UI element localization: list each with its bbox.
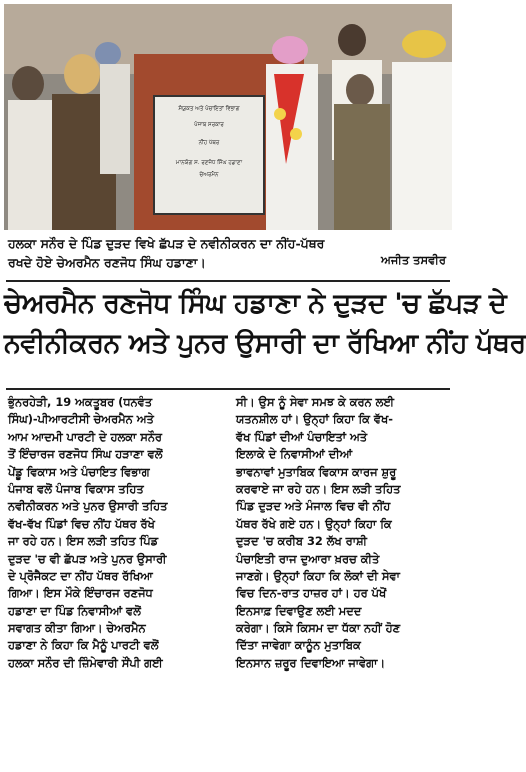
article-line: ਹਡਾਣਾ ਦਾ ਪਿੰਡ ਨਿਵਾਸੀਆਂ ਵਲੋਂ xyxy=(8,603,141,618)
article-line: ਕਰੇਗਾ। ਕਿਸੇ ਕਿਸਮ ਦਾ ਧੱਕਾ ਨਹੀਂ ਹੋਣ xyxy=(236,621,400,636)
divider xyxy=(6,280,450,282)
headline xyxy=(4,284,526,364)
article-line: ਪੰਜਾਬ ਵਲੋਂ ਪੰਜਾਬ ਵਿਕਾਸ ਤਹਿਤ xyxy=(8,481,144,496)
plaque-line: ਮਾਨਯੋਗ ਸ. ਰਣਜੋਧ ਸਿੰਘ ਹਡਾਣਾ xyxy=(175,160,243,166)
article-line: ਇਲਾਕੇ ਦੇ ਨਿਵਾਸੀਆਂ ਦੀਆਂ xyxy=(236,447,353,462)
article-line: ਤੋਂ ਇੰਚਾਰਜ ਰਣਜੋਧ ਸਿੰਘ ਹੜਾਣਾ ਵਲੋਂ xyxy=(8,447,163,462)
photo-credit: ਅਜੀਤ ਤਸਵੀਰ xyxy=(380,253,446,267)
article-line: ਦਿੱਤਾ ਜਾਵੇਗਾ ਕਾਨੂੰਨ ਮੁਤਾਬਿਕ xyxy=(236,638,361,653)
plaque-line: ਪੰਜਾਬ ਸਰਕਾਰ xyxy=(194,122,224,128)
article-column-2 xyxy=(236,394,450,672)
foundation-plaque xyxy=(154,96,264,214)
article-line: ਕਰਵਾਏ ਜਾ ਰਹੇ ਹਨ। ਇਸ ਲੜੀ ਤਹਿਤ xyxy=(236,481,401,496)
article-line: ਵਿਚ ਦਿਨ-ਰਾਤ ਹਾਜ਼ਰ ਹਾਂ। ਹਰ ਪੱਖੋਂ xyxy=(236,586,387,601)
article-line: ਸਿੰਘ)-ਪੀਆਰਟੀਸੀ ਚੇਅਰਮੈਨ ਅਤੇ xyxy=(8,412,154,427)
article-line: ਪੇਂਡੂ ਵਿਕਾਸ ਅਤੇ ਪੰਚਾਇਤ ਵਿਭਾਗ xyxy=(8,464,150,479)
headline-line: ਨਵੀਨੀਕਰਨ ਅਤੇ ਪੁਨਰ ਉਸਾਰੀ ਦਾ ਰੱਖਿਆ ਨੀਂਹ ਪੱਥਰ xyxy=(4,328,526,359)
article-line: ਜਾ ਰਹੇ ਹਨ। ਇਸ ਲੜੀ ਤਹਿਤ ਪਿੰਡ xyxy=(8,534,159,549)
article-column-1 xyxy=(8,394,222,672)
plaque-line: ਨੀਂਹ ਪੱਥਰ xyxy=(198,140,220,146)
article-line: ਯਤਨਸ਼ੀਲ ਹਾਂ। ਉਨ੍ਹਾਂ ਕਿਹਾ ਕਿ ਵੱਖ- xyxy=(236,412,393,427)
article-line: ਦੁੜਦ 'ਚ ਕਰੀਬ 32 ਲੱਖ ਰਾਸ਼ੀ xyxy=(236,534,367,549)
article-line: ਵੱਖ ਪਿੰਡਾਂ ਦੀਆਂ ਪੰਚਾਇਤਾਂ ਅਤੇ xyxy=(236,429,368,444)
article-line: ਨਵੀਨੀਕਰਨ ਅਤੇ ਪੁਨਰ ਉਸਾਰੀ ਤਹਿਤ xyxy=(8,499,168,514)
article-line: ਦੁੜਦ 'ਚ ਵੀ ਛੱਪੜ ਅਤੇ ਪੁਨਰ ਉਸਾਰੀ xyxy=(8,551,167,566)
plaque-line: ਸੰਯੁਕਤ ਅਤੇ ਪੰਚਾਇਤਾਂ ਵਿਭਾਗ xyxy=(178,106,240,112)
article-line: ਦੇ ਪ੍ਰੋਜੈਕਟ ਦਾ ਨੀਂਹ ਪੱਥਰ ਰੱਖਿਆ xyxy=(8,568,153,583)
article-line: ਪੰਚਾਇਤੀ ਰਾਜ ਦੁਆਰਾ ਖ਼ਰਚ ਕੀਤੇ xyxy=(236,551,380,566)
article-line: ਪੱਥਰ ਰੱਖੇ ਗਏ ਹਨ। ਉਨ੍ਹਾਂ ਕਿਹਾ ਕਿ xyxy=(236,516,392,531)
article-line: ਵੱਖ-ਵੱਖ ਪਿੰਡਾਂ ਵਿਚ ਨੀਂਹ ਪੱਥਰ ਰੱਖੇ xyxy=(8,516,155,531)
headline-line: ਚੇਅਰਮੈਨ ਰਣਜੋਧ ਸਿੰਘ ਹਡਾਣਾ ਨੇ ਦੁੜਦ 'ਚ ਛੱਪੜ ਦੇ xyxy=(4,288,507,319)
article-line: ਜਾਣਗੇ। ਉਨ੍ਹਾਂ ਕਿਹਾ ਕਿ ਲੋਕਾਂ ਦੀ ਸੇਵਾ xyxy=(236,568,400,583)
article-line: ਭੁੰਨਰਹੇੜੀ, 19 ਅਕਤੂਬਰ (ਧਨਵੰਤ xyxy=(8,395,153,409)
article-line: ਪਿੰਡ ਦੁੜਦ ਅਤੇ ਮੰਜਾਲ ਵਿਚ ਵੀ ਨੀਂਹ xyxy=(236,499,391,514)
article-line: ਆਮ ਆਦਮੀ ਪਾਰਟੀ ਦੇ ਹਲਕਾ ਸਨੌਰ xyxy=(8,429,162,444)
article-line: ਇਨਸਾਫ਼ ਦਿਵਾਉਣ ਲਈ ਮਦਦ xyxy=(236,603,362,618)
news-photo xyxy=(4,4,452,230)
article-line: ਗਿਆ। ਇਸ ਮੌਕੇ ਇੰਚਾਰਜ ਰਣਜੋਧ xyxy=(8,586,153,601)
caption-line: ਰਖਦੇ ਹੋਏ ਚੇਅਰਮੈਨ ਰਣਜੋਧ ਸਿੰਘ ਹਡਾਣਾ। xyxy=(8,255,206,270)
article-line: ਭਾਵਨਾਵਾਂ ਮੁਤਾਬਿਕ ਵਿਕਾਸ ਕਾਰਜ ਸ਼ੁਰੂ xyxy=(236,464,397,479)
article-line: ਇਨਸਾਨ ਜ਼ਰੂਰ ਦਿਵਾਇਆ ਜਾਵੇਗਾ। xyxy=(236,655,386,670)
divider xyxy=(6,388,450,390)
article-line: ਸੀ। ਉਸ ਨੂੰ ਸੇਵਾ ਸਮਝ ਕੇ ਕਰਨ ਲਈ xyxy=(236,395,394,409)
caption-line: ਹਲਕਾ ਸਨੌਰ ਦੇ ਪਿੰਡ ਦੁੜਦ ਵਿਖੇ ਛੱਪੜ ਦੇ ਨਵੀਨੀਕਰਨ ਦਾ ਨੀਂਹ-ਪੱਥਰ xyxy=(8,236,325,251)
plaque-line: ਚੇਅਰਮੈਨ xyxy=(199,172,219,178)
article-line: ਹਲਕਾ ਸਨੌਰ ਦੀ ਜ਼ਿੰਮੇਵਾਰੀ ਸੌਂਪੀ ਗਈ xyxy=(8,655,163,670)
article-line: ਸਵਾਗਤ ਕੀਤਾ ਗਿਆ। ਚੇਅਰਮੈਨ xyxy=(8,621,146,636)
article-line: ਹਡਾਣਾ ਨੇ ਕਿਹਾ ਕਿ ਮੈਨੂੰ ਪਾਰਟੀ ਵਲੋਂ xyxy=(8,638,159,653)
photo-illustration xyxy=(4,4,452,230)
